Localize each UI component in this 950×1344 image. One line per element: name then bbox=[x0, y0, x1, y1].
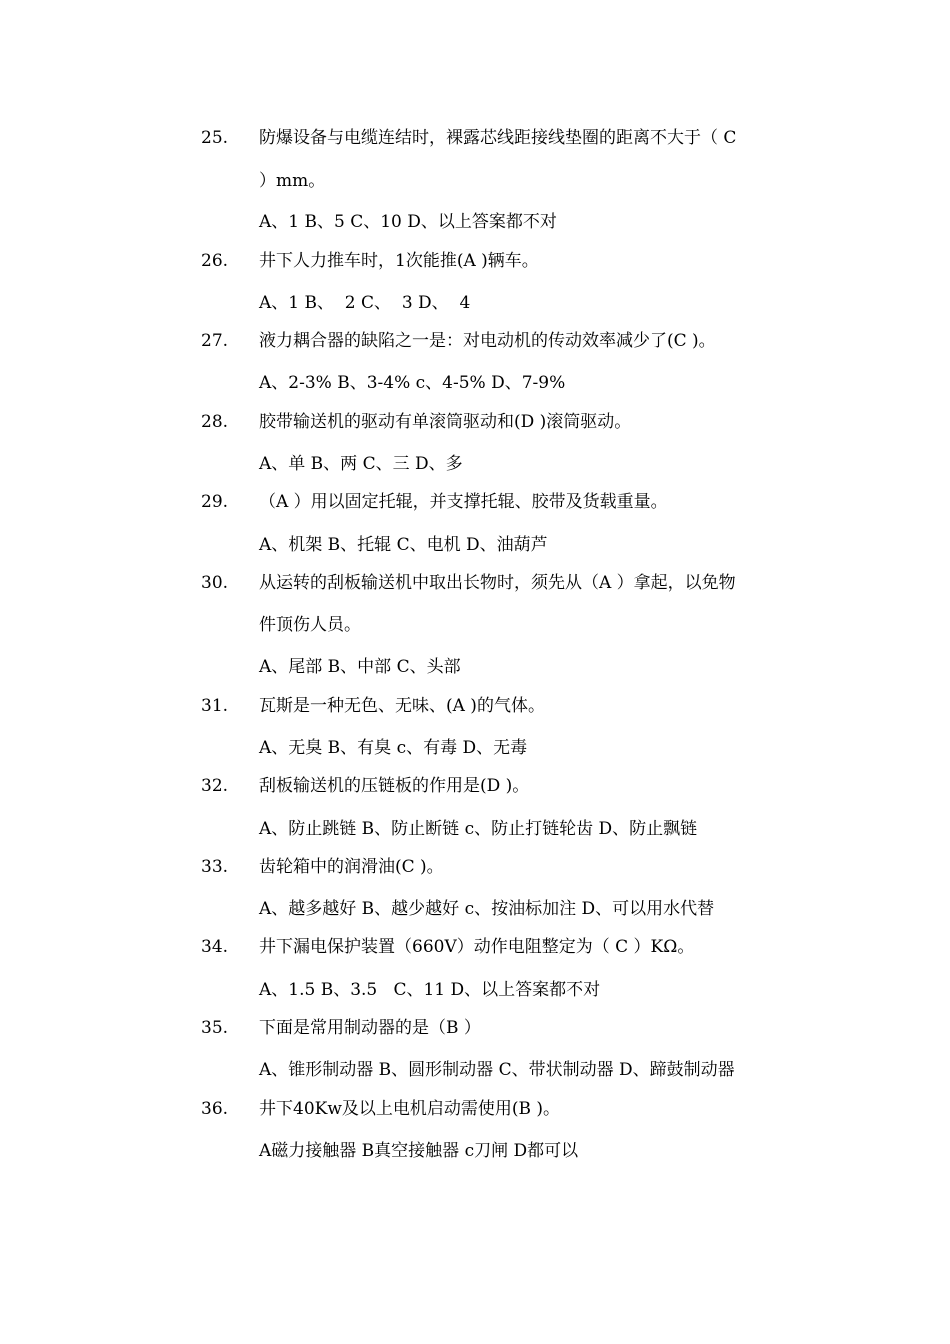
question-number: 32. bbox=[201, 776, 229, 796]
question-text: 防爆设备与电缆连结时，裸露芯线距接线垫圈的距离不大于（ C bbox=[259, 128, 737, 148]
question-number: 25. bbox=[201, 128, 229, 148]
question-text: 瓦斯是一种无色、无味、(A )的气体。 bbox=[259, 696, 545, 716]
question-options: A、尾部 B、中部 C、头部 bbox=[259, 657, 461, 677]
question-number: 29. bbox=[201, 492, 229, 512]
question-number: 30. bbox=[201, 573, 229, 593]
question-number: 34. bbox=[201, 937, 229, 957]
question-number: 35. bbox=[201, 1018, 229, 1038]
question-number: 31. bbox=[201, 696, 229, 716]
question-text: （A ）用以固定托辊，并支撑托辊、胶带及货载重量。 bbox=[259, 492, 668, 512]
question-text: 刮板输送机的压链板的作用是(D )。 bbox=[259, 776, 530, 796]
question-options: A、2-3% B、3-4% c、4-5% D、7-9% bbox=[259, 373, 566, 393]
question-text: 件顶伤人员。 bbox=[259, 615, 361, 635]
question-text: 齿轮箱中的润滑油(C )。 bbox=[259, 857, 444, 877]
question-text: 胶带输送机的驱动有单滚筒驱动和(D )滚筒驱动。 bbox=[259, 412, 632, 432]
question-options: A、1 B、5 C、10 D、以上答案都不对 bbox=[259, 212, 557, 232]
question-options: A、1 B、 2 C、 3 D、 4 bbox=[259, 293, 471, 313]
question-options: A磁力接触器 B真空接触器 c刀闸 D都可以 bbox=[259, 1141, 579, 1161]
question-text: 下面是常用制动器的是（B ） bbox=[259, 1018, 481, 1038]
question-number: 28. bbox=[201, 412, 229, 432]
question-options: A、锥形制动器 B、圆形制动器 C、带状制动器 D、蹄鼓制动器 bbox=[259, 1060, 735, 1080]
question-options: A、1.5 B、3.5 C、11 D、以上答案都不对 bbox=[259, 980, 601, 1000]
question-text: 从运转的刮板输送机中取出长物时，须先从（A ）拿起，以免物 bbox=[259, 573, 736, 593]
question-options: A、越多越好 B、越少越好 c、按油标加注 D、可以用水代替 bbox=[259, 899, 715, 919]
question-number: 36. bbox=[201, 1099, 229, 1119]
question-text: 液力耦合器的缺陷之一是：对电动机的传动效率减少了(C )。 bbox=[259, 331, 716, 351]
question-text: 井下漏电保护装置（660V）动作电阻整定为（ C ）KΩ。 bbox=[259, 937, 695, 957]
question-number: 33. bbox=[201, 857, 229, 877]
question-text: 井下40Kw及以上电机启动需使用(B )。 bbox=[259, 1099, 561, 1119]
question-options: A、单 B、两 C、三 D、多 bbox=[259, 454, 463, 474]
question-text: 井下人力推车时，1次能推(A )辆车。 bbox=[259, 251, 539, 271]
question-text: ）mm。 bbox=[259, 171, 326, 191]
question-options: A、机架 B、托辊 C、电机 D、油葫芦 bbox=[259, 535, 548, 555]
question-options: A、无臭 B、有臭 c、有毒 D、无毒 bbox=[259, 738, 528, 758]
question-number: 27. bbox=[201, 331, 229, 351]
question-options: A、防止跳链 B、防止断链 c、防止打链轮齿 D、防止飘链 bbox=[259, 819, 698, 839]
question-number: 26. bbox=[201, 251, 229, 271]
